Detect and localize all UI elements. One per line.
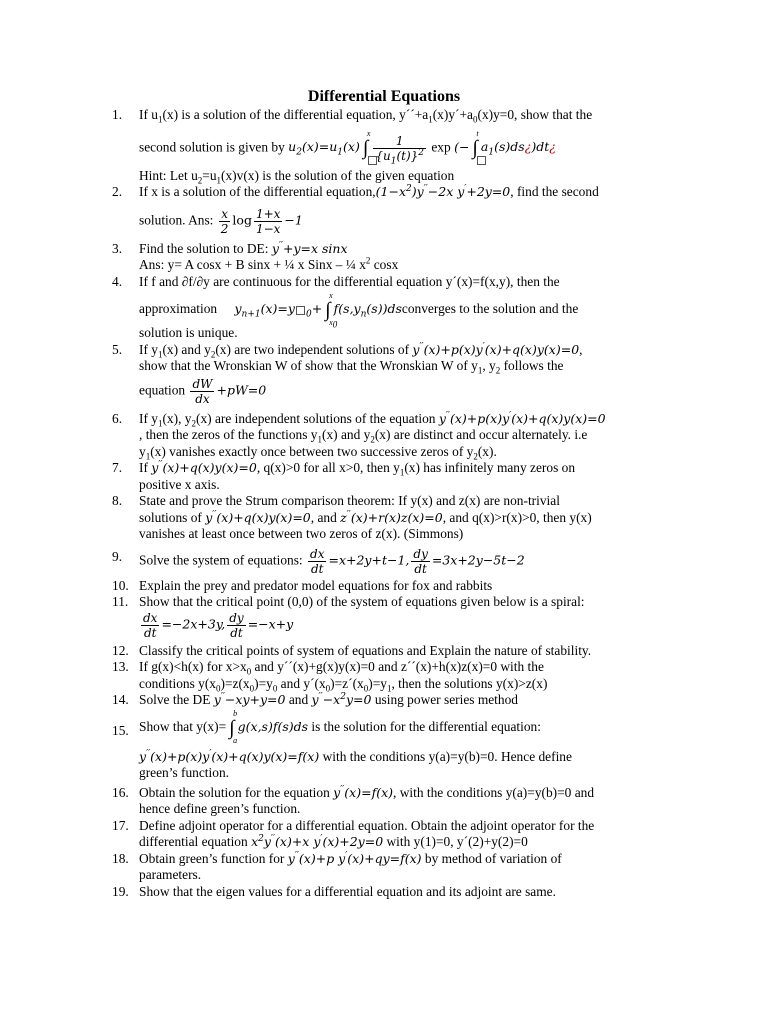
question-text: Explain the prey and predator model equations for fox and rabbits — [139, 577, 493, 593]
question-12 — [112, 643, 674, 660]
question-text: and — [288, 692, 309, 707]
question-text: , then the solutions y(x)>z(x) — [391, 675, 548, 691]
question-text: (x). — [477, 443, 497, 459]
question-text: (x) is a solution of the differential equation, y´´+a — [162, 107, 429, 122]
question-text: (x) are two independent solutions of — [215, 341, 410, 357]
question-text: approximation — [139, 301, 218, 317]
question-text: If y — [139, 341, 158, 357]
question-text: If g(x)<h(x) for x>x — [139, 659, 247, 674]
question-7: 7. If y′′(x)+q(x)y(x)=0, q(x)>0 for all x>0, then $y_1(x)$ has infinitely many zeros on positive x axis. — [112, 459, 576, 492]
question-text: with the conditions y(a)=y(b)=0. Hence define — [322, 748, 572, 764]
question-text: 1 — [157, 114, 163, 125]
question-text: , y — [482, 358, 496, 373]
question-text: Hint: Let u — [139, 167, 198, 183]
page-title: Differential Equations — [307, 88, 461, 105]
question-number: 7. — [112, 460, 123, 475]
question-13: 13. If g(x)<h(x) for $x>x_0$ and y´´(x)+g(x)y(x)=0 and z´´(x)+h(x)z(x)=0 with the conditions $y(x_0)=z(x_0)=y_0$ and $y´(x_0)=z´(x_0)=y_1$, then the solutions y(x)>z(x) — [112, 659, 548, 694]
question-text: second solution is given by — [139, 139, 285, 155]
question-6: 6. If $y_1(x)$, $y_2(x)$ are independent solutions of the equation y′′(x)+p(x)y′(x)+q(x)y(x)=0 , then the zeros of the functions $y_1(x)$ and $y_2(x)$ are distinct and occur alternately. i.e $y_1(x)$ vanishes exactly once between two successive zeros of $y_2(x)$. — [112, 410, 606, 462]
question-number: 19. — [112, 883, 129, 899]
question-text: y — [139, 443, 146, 459]
question-text: 1 — [216, 175, 222, 186]
question-text: 2 — [197, 175, 203, 186]
question-text: , and q(x)>r(x)>0, then y(x) — [442, 509, 592, 525]
question-text: )=z(x — [220, 675, 250, 691]
question-text: Find the solution to DE: — [139, 240, 269, 256]
question-text: , then the zeros of the functions y — [139, 427, 318, 442]
question-text: by method of variation of — [424, 850, 562, 866]
question-text: (x)y´+a — [432, 107, 473, 122]
question-text: (x) has infinitely many zeros on — [404, 460, 576, 475]
question-text: with y(1)=0, y´(2)+y(2)=0 — [386, 834, 528, 849]
question-text: If u — [139, 107, 158, 122]
question-list — [112, 107, 674, 900]
question-text: If y — [139, 410, 158, 426]
question-text: State and prove the Strum comparison theorem: If y(x) and z(x) are non-trivial — [139, 493, 560, 508]
question-number: 9. — [112, 548, 123, 564]
question-text: )=z´(x — [330, 675, 364, 691]
question-number: 13. — [112, 659, 129, 674]
question-text: solution. Ans: — [139, 212, 214, 228]
question-text: using power series method — [374, 692, 518, 707]
question-text: , q(x)>0 for all x>0, then y — [256, 460, 400, 475]
question-text: converges to the solution and the — [401, 301, 579, 317]
question-number: 17. — [112, 817, 129, 833]
question-text: )=y — [368, 675, 387, 691]
question-text: differential equation — [139, 834, 248, 849]
question-2: 2. If x is a solution of the differential $equation,(1-x^2)y''-2x$ y′+2y=0, find the second solution. Ans: $\frac{x}{2}$ log $\frac{1+x}{1-x}$ −1 — [112, 183, 599, 236]
question-text: (x)v(x) is the solution of the given equation — [221, 167, 455, 183]
question-19 — [112, 884, 674, 901]
question-15: 15. Show that y(x)= ∫ b a g(x,s)f(s)ds is the solution for the differential equation: y′′(x)+p(x)y′(x)+q(x)y(x)=f(x) with the conditions y(a)=y(b)=0. Hence define green’s function. — [112, 708, 572, 780]
question-1: 1. If $u_1(x)$ is a solution of the differential equation, $y´´+a_1(x)y´+a_0(x)y=0$, show that the second solution is given by $u_2(x)=u_1(x)$ ∫ x $\frac{1}{\{u_1(t)\}^2}$ exp (− ∫ t $a_1(s)ds¿)dt¿$ Hint: Let $u_2=u_1(x)v(x)$ is the solution of the given equation — [112, 107, 593, 186]
question-number: 18. — [112, 850, 129, 866]
question-text: (x) are independent solutions of the equation — [195, 410, 436, 426]
question-text: conditions y(x — [139, 675, 216, 691]
question-text: Classify the critical points of system of equations and Explain the nature of stability. — [139, 642, 592, 658]
question-text: and y´(x — [277, 675, 326, 691]
question-number: 16. — [112, 784, 129, 800]
question-text: vanishes at least once between two zeros of z(x). (Simmons) — [139, 526, 464, 541]
question-text: Show that the critical point (0,0) of the system of equations given below is a spiral: — [139, 594, 585, 609]
question-text: exp — [431, 139, 451, 155]
question-text: equation — [139, 382, 186, 398]
question-text: (x), y — [162, 410, 192, 426]
question-text: and y´´(x)+g(x)y(x)=0 and z´´(x)+h(x)z(x)=0 with the — [251, 659, 544, 674]
question-text: parameters. — [139, 867, 202, 882]
question-text: solution is unique. — [139, 325, 238, 340]
question-text: =u — [202, 167, 217, 183]
question-text: If x is a solution of the differential equation, — [139, 184, 376, 199]
question-4: 4. If f and ∂f/∂y are continuous for the differential equation y´(x)=f(x,y), then the approximation $y_{n+1}(x)=y$ $_0$+ ∫ x $x_0$ $f(s,y_n(s))dsconverges$ to the solution and the solution is unique. — [112, 273, 579, 340]
question-text: , and — [310, 509, 337, 525]
question-8: 8. State and prove the Strum comparison theorem: If y(x) and z(x) are non-trivial solutions of y′′(x)+q(x)y(x)=0, and z′′(x)+r(x)z(x)=0, and q(x)>r(x)>0, then y(x) vanishes at least once between two zeros of z(x). (Simmons) — [112, 493, 592, 541]
question-number: 11. — [112, 594, 129, 609]
question-text: (x) and y — [162, 341, 211, 357]
question-text: If f and ∂f/∂y are continuous for the differential equation y´(x)=f(x,y), then the — [139, 273, 560, 289]
question-text: is the solution for the differential equation: — [311, 718, 541, 734]
question-text: show that the Wronskian W of show that the Wronskian W of y — [139, 358, 478, 373]
question-text: (x) vanishes exactly once between two successive zeros of y — [150, 443, 474, 459]
question-text: , find the second — [510, 184, 599, 199]
question-text: (x) and y — [322, 427, 371, 442]
question-text: Obtain the solution for the equation — [139, 784, 330, 800]
question-14: 14. Solve the DE y′′−xy+y=0 and $y''-x^2y=0$ using power series method — [112, 691, 518, 707]
question-text: green’s function. — [139, 765, 229, 780]
question-number: 8. — [112, 493, 123, 508]
question-16: 16. Obtain the solution for the equation y′′(x)=f(x), with the conditions y(a)=y(b)=0 and hence define green’s function. — [112, 784, 595, 816]
question-text: , with the conditions y(a)=y(b)=0 and — [393, 784, 595, 800]
question-text: Show that y(x)= — [139, 718, 227, 734]
question-5: 5. If $y_1(x)$ and $y_2(x)$ are two independent solutions of y′′(x)+p(x)y′(x)+q(x)y(x)=0, show that the Wronskian W of show that the Wronskian W of $y_1$, $y_2$ follows the equation $\frac{dW}{dx}$ +pW=0 — [112, 341, 583, 406]
integral-symbol: ∫ x — [363, 138, 368, 158]
question-11: 11. Show that the critical point (0,0) of the system of equations given below is a spiral: $\frac{dx}{dt}$ =−2x+3y, $\frac{dy}{dt}$ =−x+y — [112, 594, 585, 640]
question-17: 17. Define adjoint operator for a differential equation. Obtain the adjoint operator for the differential equation $x^2y''(x)+x$ y′(x)+2y=0 with y(1)=0, y´(2)+y(2)=0 — [112, 817, 595, 849]
question-number: 6. — [112, 410, 123, 426]
question-number: 4. — [112, 273, 123, 289]
question-text: Ans: y= A cosx + B sinx + ¼ x Sinx – ¼ x — [139, 257, 366, 272]
question-text: 1 — [428, 114, 433, 125]
question-text: positive x axis. — [139, 476, 220, 492]
question-text: Solve the system of equations: — [139, 552, 303, 568]
question-text: follows the — [500, 358, 564, 373]
question-number: 2. — [112, 184, 123, 199]
question-9: 9. Solve the system of equations: $\frac{dx}{dt}$ =x+2y+t−1, $\frac{dy}{dt}$ =3x+2y−5t−2 — [112, 546, 525, 576]
question-number: 12. — [112, 642, 129, 658]
question-text: cosx — [370, 257, 399, 272]
question-text: Obtain green’s function for — [139, 850, 285, 866]
question-text: 0 — [472, 114, 478, 125]
question-number: 5. — [112, 341, 123, 357]
question-10 — [112, 578, 674, 595]
question-text: Solve the DE — [139, 692, 211, 707]
question-number: 14. — [112, 692, 129, 707]
question-text: If — [139, 460, 148, 475]
question-number: 10. — [112, 577, 129, 593]
question-text: (x)y=0, show that the — [477, 107, 593, 122]
question-number: 3. — [112, 240, 123, 256]
question-text: hence define green’s function. — [139, 801, 301, 816]
question-text: Define adjoint operator for a differential equation. Obtain the adjoint operator for the — [139, 817, 595, 833]
question-text: (x) are distinct and occur alternately. i.e — [374, 427, 588, 442]
question-number: 1. — [112, 107, 123, 122]
question-18: 18. Obtain green’s function for y′′(x)+p y′(x)+qy=f(x) by method of variation of parameters. — [112, 850, 562, 882]
question-3: 3. Find the solution to DE: y′′+y=x sinx Ans: y= A cosx + B sinx + ¼ x Sinx – ¼ $x^2$ cosx — [112, 240, 399, 272]
question-text: Show that the eigen values for a differential equation and its adjoint are same. — [139, 883, 556, 899]
question-text: solutions of — [139, 509, 202, 525]
question-number: 15. — [112, 722, 129, 738]
question-text: )=y — [254, 675, 273, 691]
